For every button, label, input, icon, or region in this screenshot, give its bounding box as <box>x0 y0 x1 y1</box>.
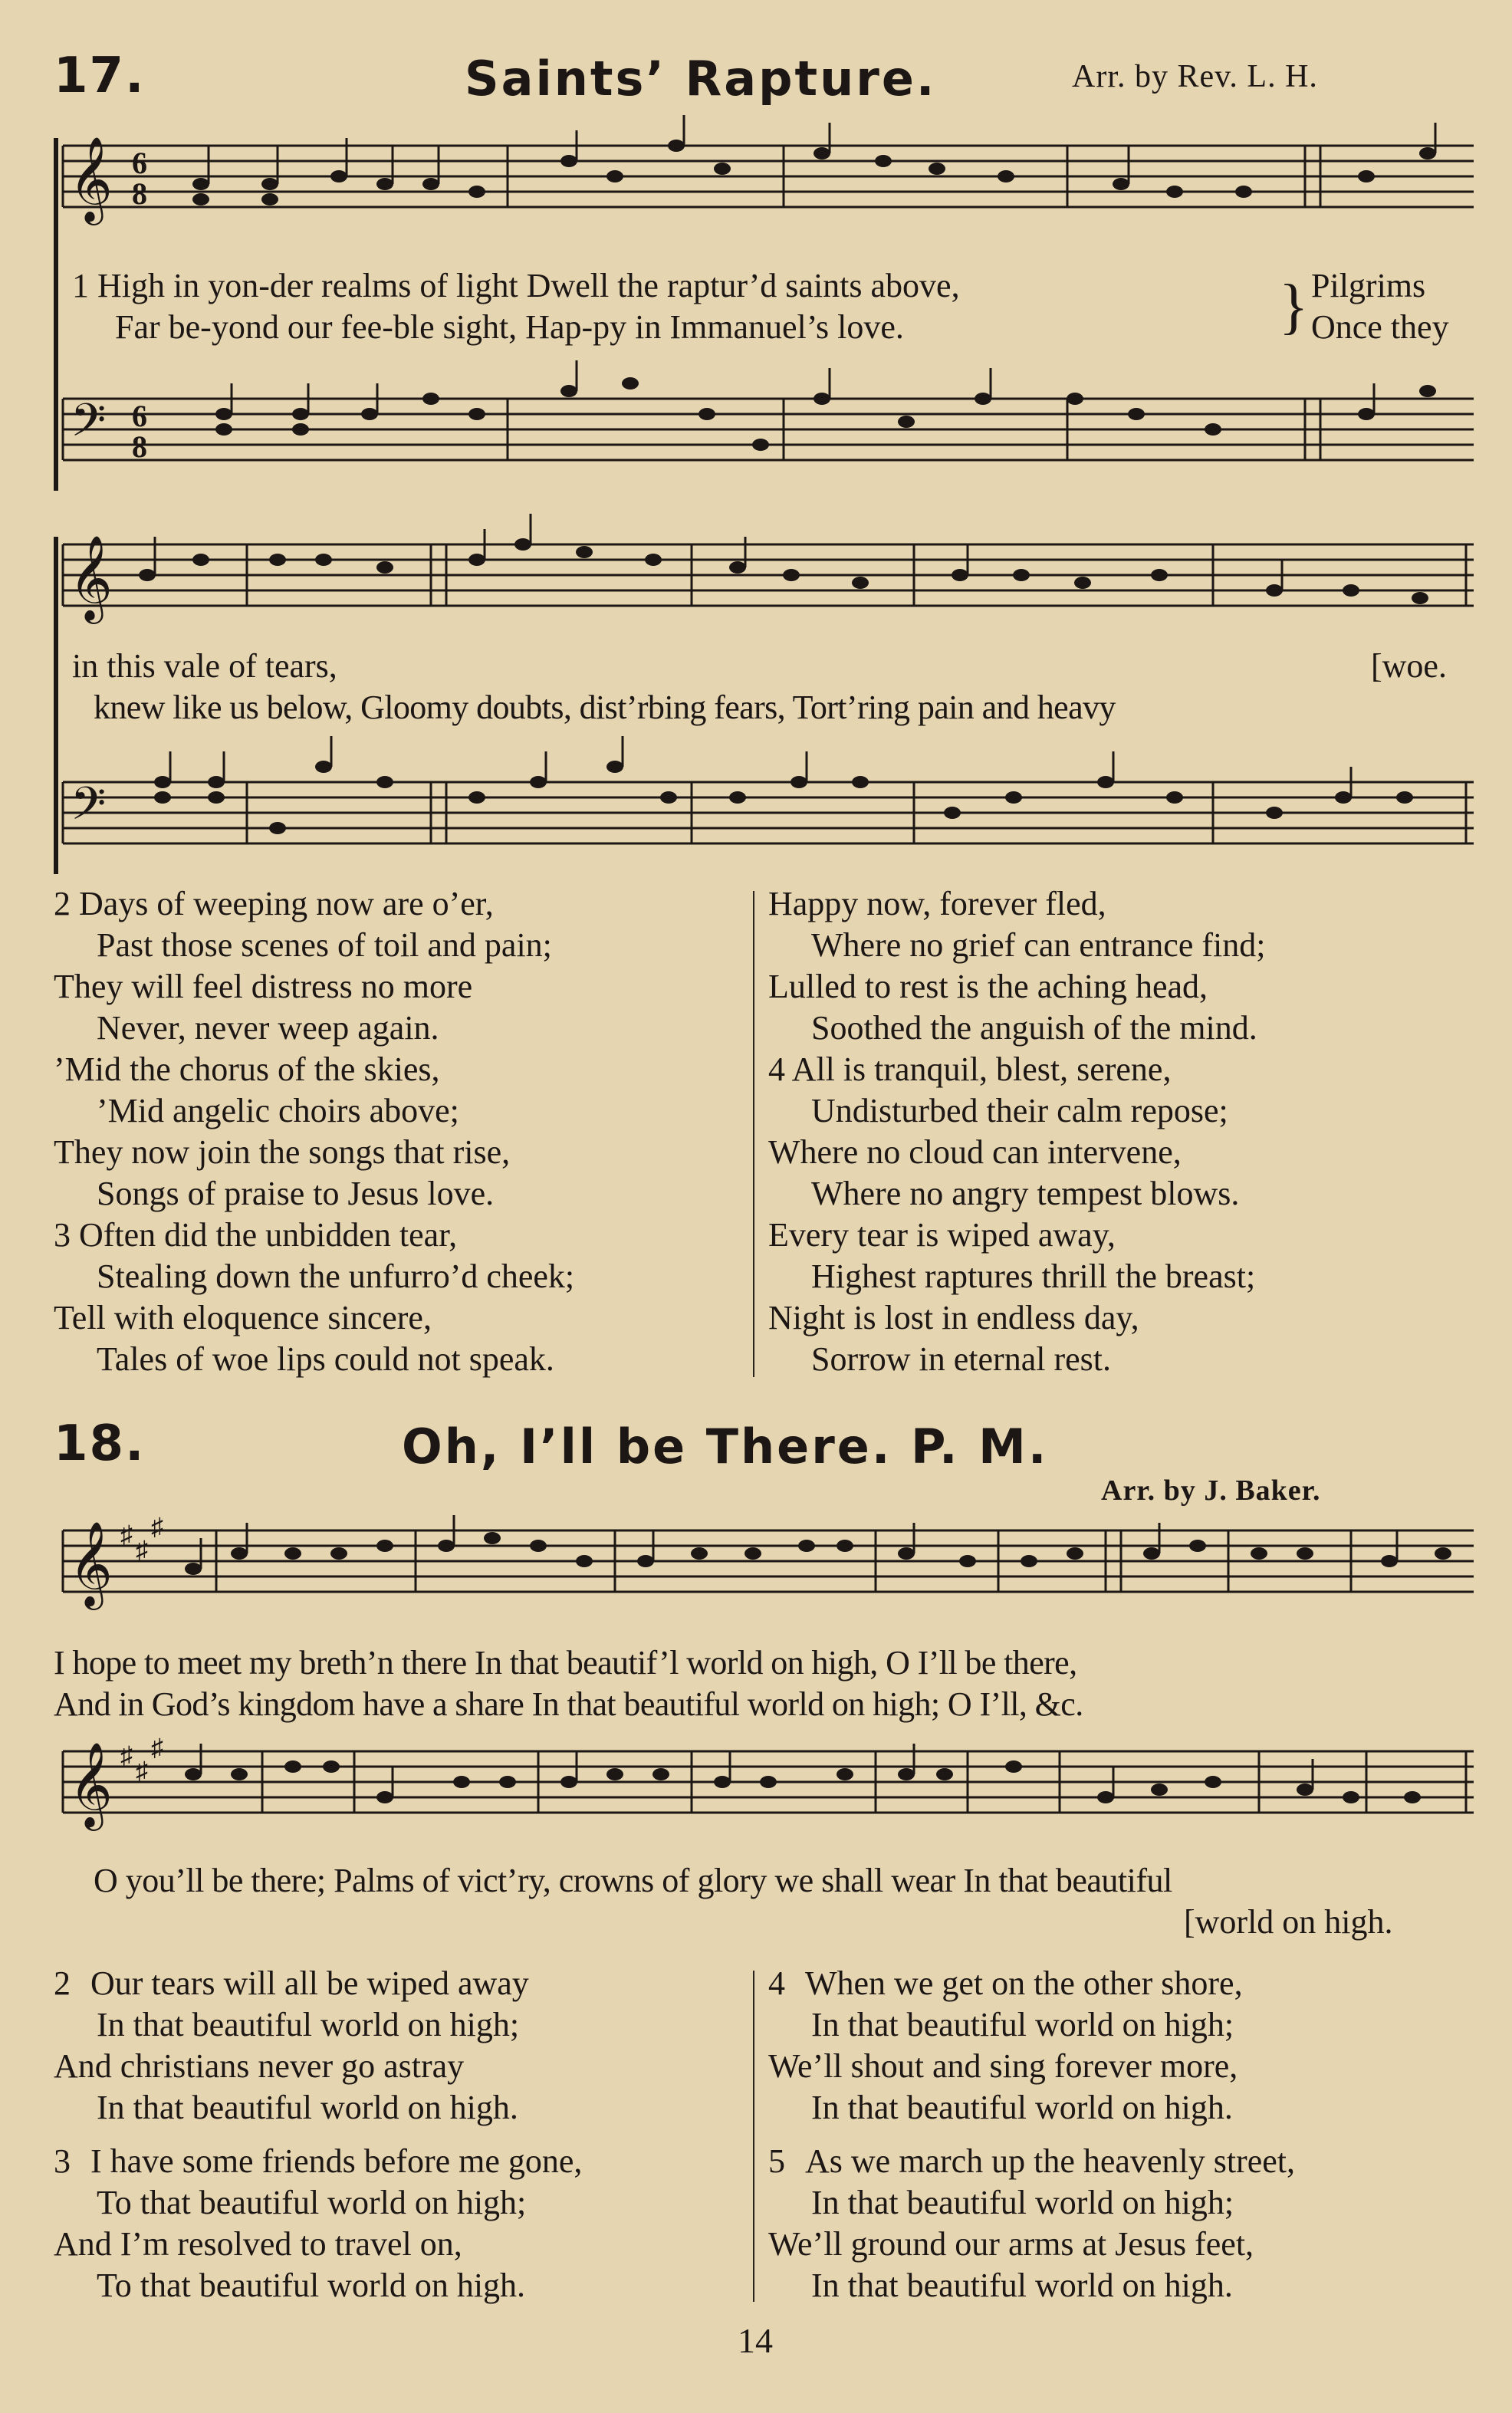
verse-line: Past those scenes of toil and pain; <box>97 926 552 964</box>
hymn-18-title: Oh, I’ll be There. P. M. <box>402 1419 1049 1474</box>
hymn-17-lyric-line-3-right: [woe. <box>1371 647 1447 685</box>
hymn-17-system-1-bracket <box>54 138 58 491</box>
svg-text:𝄞: 𝄞 <box>69 136 113 222</box>
hymn-18-lyric-line-4: [world on high. <box>1184 1903 1393 1941</box>
svg-text:𝄢: 𝄢 <box>71 777 107 841</box>
hymn-18-lyric-line-2: And in God’s kingdom have a share In that beautiful world on high; O I’ll, &c. <box>54 1685 1083 1723</box>
verse-line: Our tears will all be wiped away <box>90 1964 529 2002</box>
verse-line: ’Mid angelic choirs above; <box>97 1092 459 1129</box>
verse-line: 4 All is tranquil, blest, serene, <box>768 1050 1172 1088</box>
hymn-18-staff-1 <box>48 1515 1489 1622</box>
hymn-17-lyric-right-1: Pilgrims <box>1311 267 1426 304</box>
verse-line: 2 Days of weeping now are o’er, <box>54 885 494 922</box>
verse-line: Night is lost in endless day, <box>768 1299 1139 1336</box>
hymn-17-lyric-brace: } <box>1279 273 1309 340</box>
svg-text:♯: ♯ <box>136 1536 148 1563</box>
svg-text:♯: ♯ <box>151 1513 163 1540</box>
verse-line: Tell with eloquence sincere, <box>54 1299 432 1336</box>
hymn-17-arranger: Arr. by Rev. L. H. <box>1072 59 1318 94</box>
verse-line: When we get on the other shore, <box>805 1964 1243 2002</box>
verse-line: They will feel distress no more <box>54 968 473 1005</box>
svg-text:𝄞: 𝄞 <box>69 1741 113 1827</box>
verse-line: As we march up the heavenly street, <box>805 2142 1295 2180</box>
hymn-17-lyric-line-4: knew like us below, Gloomy doubts, dist’rbing fears, Tort’ring pain and heavy <box>94 689 1116 726</box>
verse-line: In that beautiful world on high; <box>97 2006 520 2043</box>
verse-line: Undisturbed their calm repose; <box>811 1092 1228 1129</box>
hymn-18-lyric-line-1: I hope to meet my breth’n there In that beautif’l world on high, O I’ll be there, <box>54 1644 1077 1682</box>
verse-line: We’ll ground our arms at Jesus feet, <box>768 2225 1254 2263</box>
svg-text:𝄞: 𝄞 <box>69 1520 113 1606</box>
verse-line: We’ll shout and sing forever more, <box>768 2047 1238 2085</box>
hymn-18-column-divider <box>753 1971 754 2302</box>
verse-line: In that beautiful world on high; <box>811 2006 1234 2043</box>
verse-line: Songs of praise to Jesus love. <box>97 1175 495 1212</box>
verse-number: 2 <box>54 1964 71 2002</box>
verse-line: In that beautiful world on high; <box>811 2184 1234 2221</box>
verse-line: They now join the songs that rise, <box>54 1133 511 1171</box>
hymn-17-lyric-right-2: Once they <box>1311 308 1449 346</box>
verse-line: Highest raptures thrill the breast; <box>811 1257 1256 1295</box>
verse-number: 4 <box>768 1964 785 2002</box>
verse-line: Never, never weep again. <box>97 1009 439 1047</box>
svg-text:𝄞: 𝄞 <box>69 534 113 620</box>
verse-line: Every tear is wiped away, <box>768 1216 1116 1254</box>
verse-line: Where no angry tempest blows. <box>811 1175 1240 1212</box>
verse-line: And I’m resolved to travel on, <box>54 2225 462 2263</box>
hymn-17-lyric-line-1: 1 High in yon-der realms of light Dwell the raptur’d saints above, <box>72 267 960 304</box>
verse-number: 3 <box>54 2142 71 2180</box>
verse-line: To that beautiful world on high; <box>97 2184 527 2221</box>
hymn-17-lyric-line-2: Far be-yond our fee-ble sight, Hap-py in Immanuel’s love. <box>115 308 904 346</box>
verse-line: In that beautiful world on high. <box>97 2089 518 2126</box>
hymn-17-system-1-bass-staff <box>48 383 1489 491</box>
verse-line: Where no cloud can intervene, <box>768 1133 1182 1171</box>
hymn-17-column-divider <box>753 891 754 1377</box>
hymn-17-lyric-line-3: in this vale of tears, <box>72 647 337 685</box>
hymn-18-number: 18. <box>54 1415 146 1472</box>
hymn-17-title: Saints’ Rapture. <box>465 51 937 107</box>
svg-text:𝄢: 𝄢 <box>71 393 107 458</box>
hymn-17-number: 17. <box>54 48 146 104</box>
hymn-18-staff-2 <box>48 1736 1489 1843</box>
verse-line: Soothed the anguish of the mind. <box>811 1009 1257 1047</box>
page-number: 14 <box>738 2321 773 2360</box>
svg-text:6: 6 <box>132 399 147 433</box>
verse-line: In that beautiful world on high. <box>811 2267 1233 2304</box>
verse-line: And christians never go astray <box>54 2047 465 2085</box>
verse-line: Tales of woe lips could not speak. <box>97 1340 554 1378</box>
svg-text:♯: ♯ <box>120 1741 133 1769</box>
svg-text:8: 8 <box>132 429 147 464</box>
verse-number: 5 <box>768 2142 785 2180</box>
svg-text:6: 6 <box>132 146 147 180</box>
hymn-17-system-2-bracket <box>54 537 58 874</box>
verse-line: Lulled to rest is the aching head, <box>768 968 1208 1005</box>
verse-line: In that beautiful world on high. <box>811 2089 1233 2126</box>
hymn-17-verses-right <box>768 883 1489 1389</box>
verse-line: Sorrow in eternal rest. <box>811 1340 1111 1378</box>
hymn-17-system-2-treble-staff <box>48 529 1489 636</box>
hymn-17-system-1-treble-staff <box>48 130 1489 238</box>
svg-text:♯: ♯ <box>151 1734 163 1761</box>
hymn-17-verses-left <box>54 883 744 1389</box>
hymn-18-verses-right <box>768 1963 1489 2316</box>
svg-text:♯: ♯ <box>136 1757 148 1784</box>
hymn-17-system-2-bass-staff <box>48 767 1489 874</box>
hymn-18-arranger: Arr. by J. Baker. <box>1101 1474 1321 1507</box>
svg-text:♯: ♯ <box>120 1520 133 1548</box>
verse-line: Happy now, forever fled, <box>768 885 1106 922</box>
verse-line: To that beautiful world on high. <box>97 2267 526 2304</box>
hymn-18-verses-left <box>54 1963 744 2316</box>
svg-text:8: 8 <box>132 176 147 211</box>
verse-line: 3 Often did the unbidden tear, <box>54 1216 458 1254</box>
verse-line: Stealing down the unfurro’d cheek; <box>97 1257 575 1295</box>
verse-line: Where no grief can entrance find; <box>811 926 1266 964</box>
hymn-18-lyric-line-3: O you’ll be there; Palms of vict’ry, crowns of glory we shall wear In that beautiful <box>94 1862 1172 1899</box>
verse-line: ’Mid the chorus of the skies, <box>54 1050 440 1088</box>
verse-line: I have some friends before me gone, <box>90 2142 583 2180</box>
